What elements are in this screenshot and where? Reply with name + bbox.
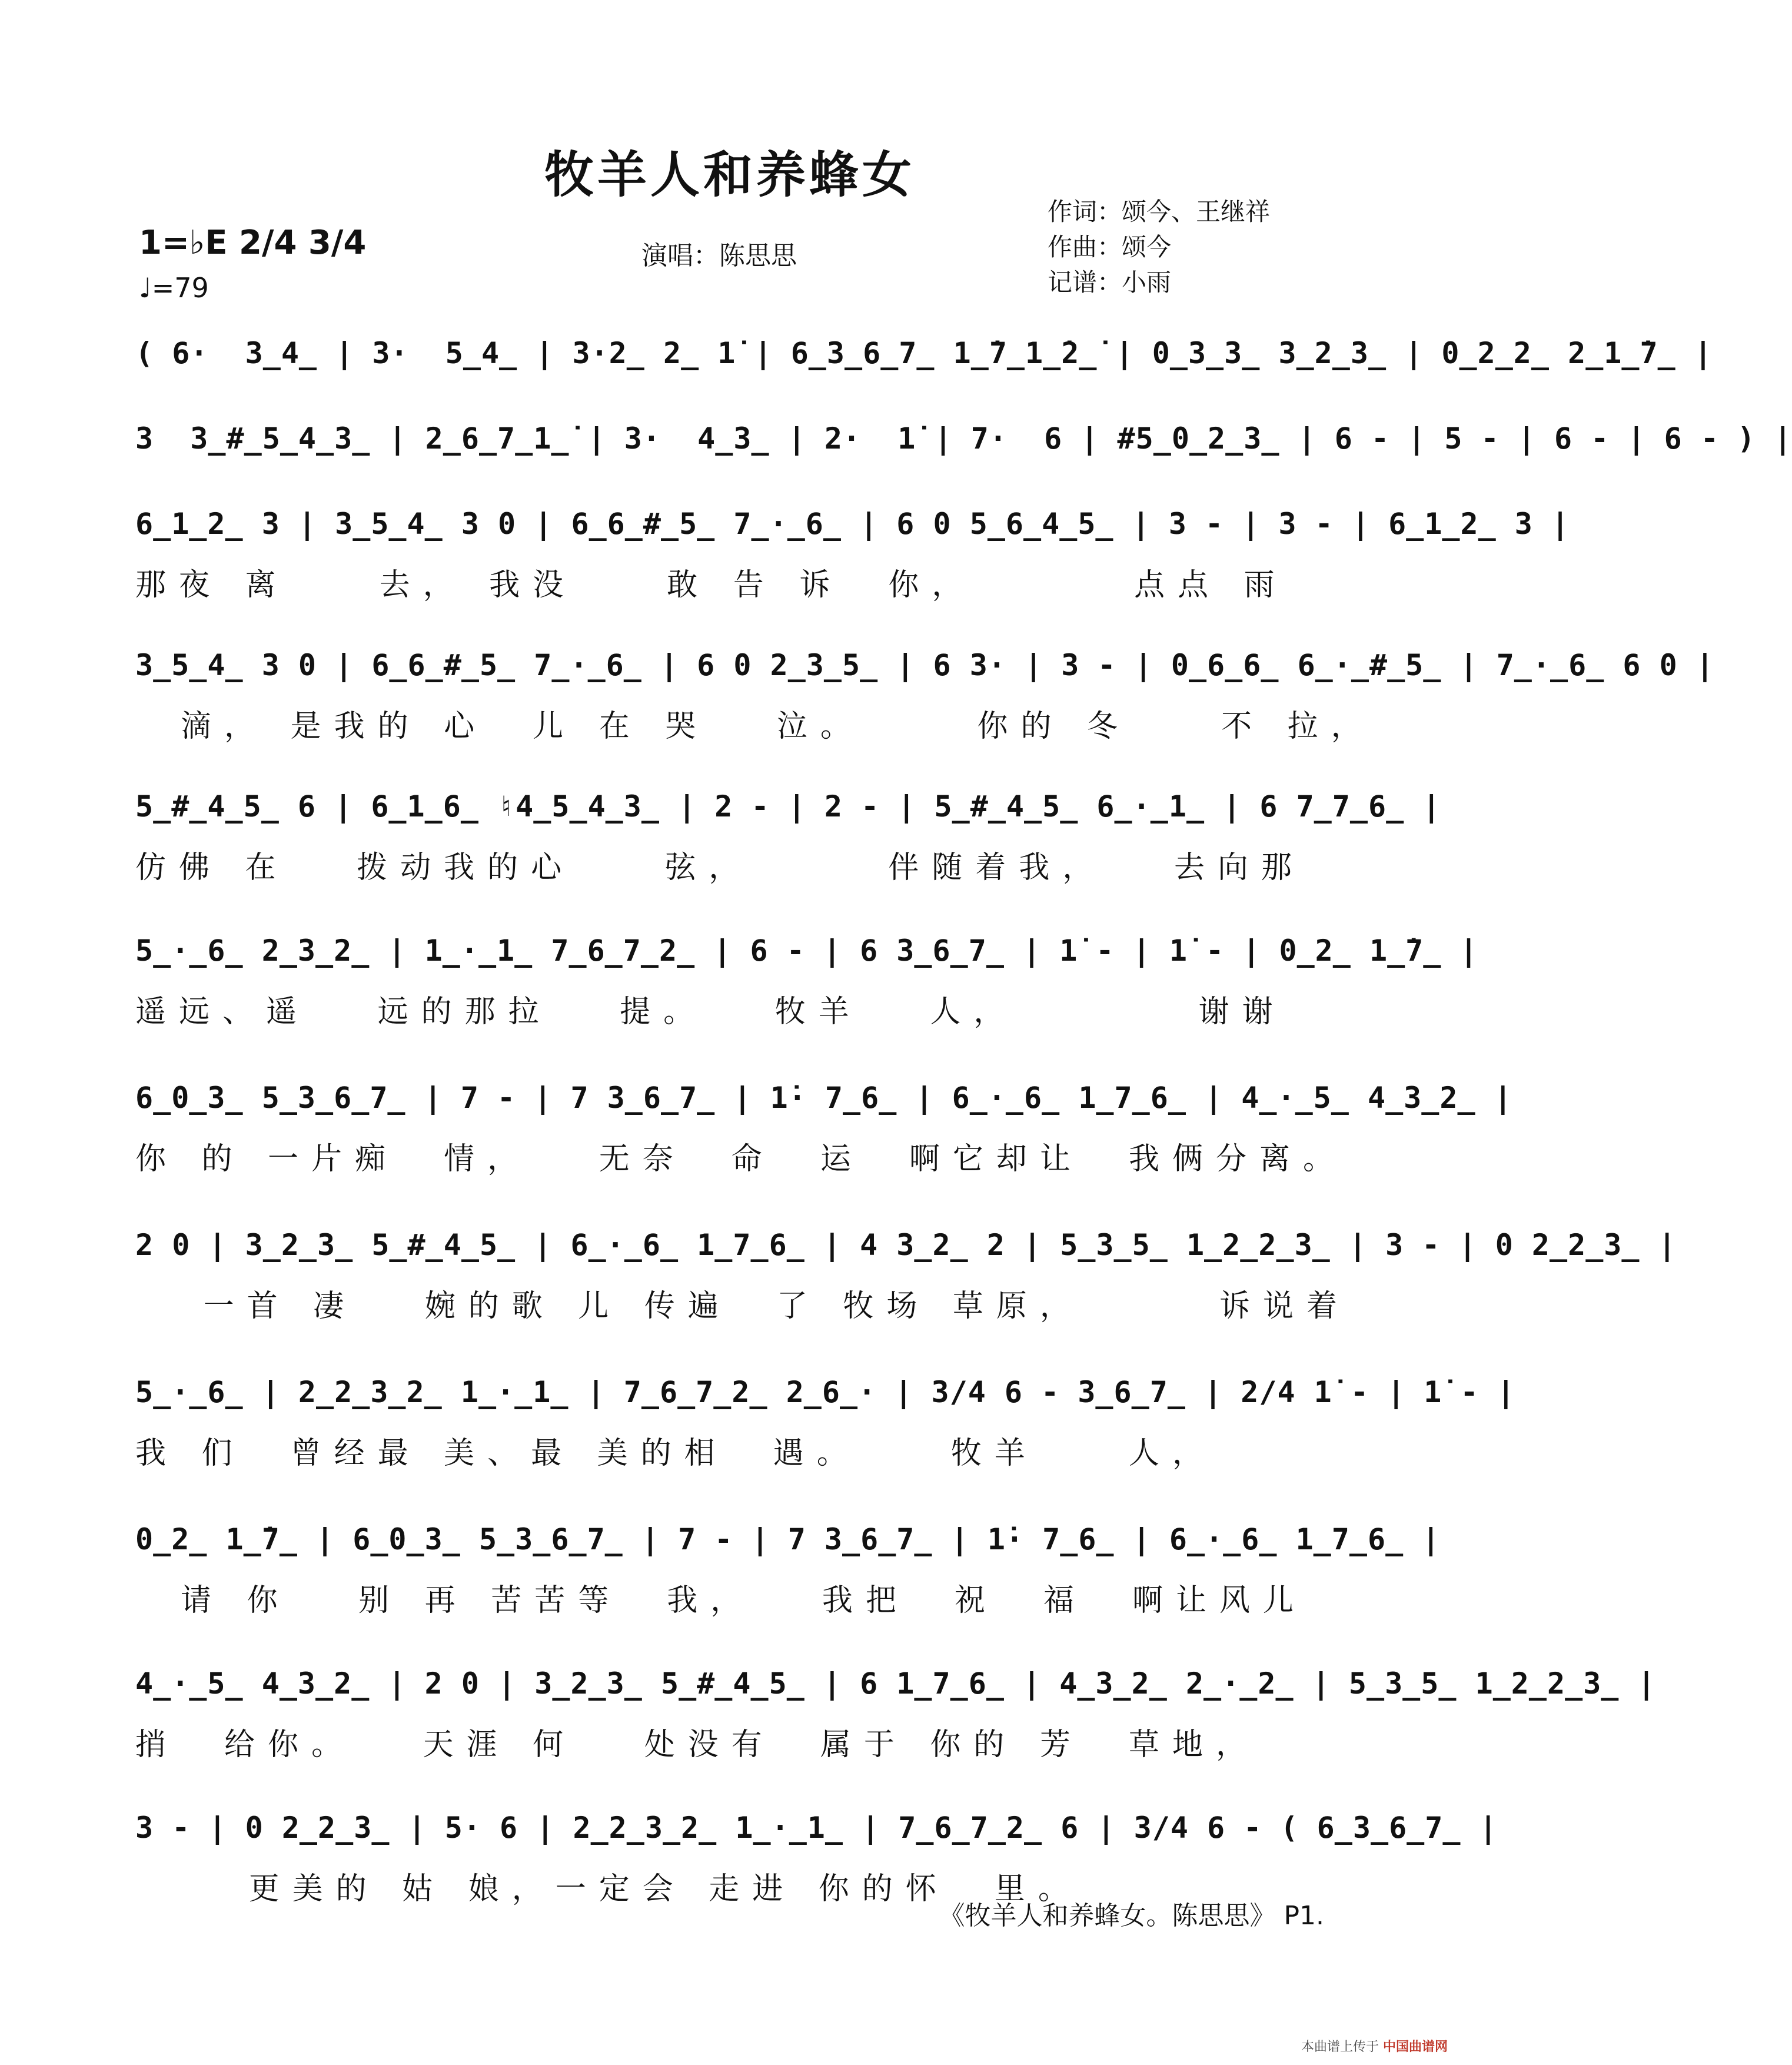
notation-line: 5̲·̲6̲ 2̲3̲2̲ | 1̲·̲1̲ 7̲6̲7̲2̲ | 6 - | 6 3̲6̲7̲ | 1̇ - | 1̇ - | 0̲2̲ 1̲̇7̲ |: [135, 934, 1478, 968]
lyricist-credit: 作词：颂今、王继祥: [1048, 197, 1271, 226]
lyrics-line: 你 的 一片痴 情， 无奈 命 运 啊它却让 我俩分离。: [135, 1141, 1347, 1177]
score-row-1: [135, 333, 1713, 376]
transcriber-credit: 记谱：小雨: [1048, 268, 1172, 297]
score-row-6: [135, 930, 1478, 1032]
lyrics-line: 滴， 是我的 心 儿 在 哭 泣。 你的 冬 不 拉，: [135, 709, 1375, 744]
notation-line: 5̲·̲6̲ | 2̲2̲3̲2̲ 1̲·̲1̲ | 7̲6̲7̲2̲ 2̲6̲· | 3/4 6 - 3̲6̲7̲ | 2/4 1̇ - | 1̇ - |: [135, 1375, 1515, 1409]
notation-line: 0̲2̲ 1̲̇7̲ | 6̲0̲3̲ 5̲3̲6̲7̲ | 7 - | 7 3̲6̲7̲ | 1̇· 7̲6̲ | 6̲·̲6̲ 1̲7̲6̲ |: [135, 1522, 1441, 1556]
lyrics-line: 那夜 离 去， 我没 敢 告 诉 你， 点点 雨: [135, 567, 1288, 603]
lyrics-line: 一首 凄 婉的歌 儿 传遍 了 牧场 草原， 诉说着: [135, 1289, 1351, 1324]
credits-block: [1048, 194, 1270, 300]
score-row-10: [135, 1519, 1441, 1621]
notation-line: 3 - | 0 2̲2̲3̲ | 5· 6 | 2̲2̲3̲2̲ 1̲·̲1̲ | 7̲6̲7̲2̲ 6 | 3/4 6 - ( 6̲3̲6̲7̲ |: [135, 1811, 1498, 1845]
lyrics-line: 捎 给你。 天涯 何 处没有 属于 你的 芳 草地，: [135, 1727, 1259, 1762]
notation-line: 5̲#̲4̲5̲ 6 | 6̲1̲6̲ ♮4̲5̲4̲3̲ | 2 - | 2 - | 5̲#̲4̲5̲ 6̲·̲1̲ | 6 7̲7̲6̲ |: [135, 789, 1441, 824]
score-row-3: [135, 503, 1570, 606]
lyrics-line: 仿佛 在 拨动我的心 弦， 伴随着我， 去向那: [135, 850, 1305, 885]
notation-line: 6̲0̲3̲ 5̲3̲6̲7̲ | 7 - | 7 3̲6̲7̲ | 1̇· 7̲6̲ | 6̲·̲6̲ 1̲7̲6̲ | 4̲·̲5̲ 4̲3̲2̲ |: [135, 1081, 1512, 1115]
page-footer: 《牧羊人和养蜂女。陈思思》 P1.: [939, 1901, 1324, 1931]
score-row-5: [135, 786, 1441, 888]
score-row-4: [135, 645, 1714, 747]
score-row-7: [135, 1077, 1512, 1180]
score-row-9: [135, 1372, 1515, 1474]
composer-credit: 作曲：颂今: [1048, 233, 1172, 261]
lyrics-line: 更美的 姑 娘，一定会 走进 你的怀 里。: [135, 1871, 1082, 1907]
notation-line: 2 0 | 3̲2̲3̲ 5̲#̲4̲5̲ | 6̲·̲6̲ 1̲7̲6̲ | 4 3̲2̲ 2 | 5̲3̲5̲ 1̲2̲2̲3̲ | 3 - | 0 2̲2̲3̲ |: [135, 1228, 1677, 1262]
notation-line: 3 3̲#̲5̲4̲3̲ | 2̲6̲7̲1̲̇ | 3· 4̲3̲ | 2· 1̇ | 7· 6 | #5̲0̲2̲3̲ | 6 - | 5 - | 6 - | 6 - ) |: [135, 421, 1792, 456]
page-title: 牧羊人和养蜂女: [544, 145, 915, 204]
notation-line: 6̲1̲2̲ 3 | 3̲5̲4̲ 3 0 | 6̲6̲#̲5̲ 7̲·̲6̲ | 6 0 5̲6̲4̲5̲ | 3 - | 3 - | 6̲1̲2̲ 3 |: [135, 507, 1570, 541]
lyrics-line: 请 你 别 再 苦苦等 我， 我把 祝 福 啊让风儿: [135, 1583, 1307, 1618]
key-signature: 1=♭E 2/4 3/4: [139, 224, 367, 262]
notation-line: 3̲5̲4̲ 3 0 | 6̲6̲#̲5̲ 7̲·̲6̲ | 6 0 2̲3̲5̲ | 6 3· | 3 - | 0̲6̲6̲ 6̲·̲#̲5̲ | 7̲·̲6̲ 6 0 |: [135, 648, 1714, 682]
notation-line: ( 6· 3̲4̲ | 3· 5̲4̲ | 3·2̲ 2̲ 1̇ | 6̲3̲6̲7̲ 1̲̇7̲1̲̇2̲̇ | 0̲3̲3̲ 3̲2̲3̲ | 0̲2̲2̲ 2̲1̲̇7̲ |: [135, 336, 1713, 370]
watermark-brand: 中国曲谱网: [1382, 2040, 1448, 2054]
score-row-8: [135, 1224, 1677, 1327]
lyrics-line: 我 们 曾经最 美、最 美的相 遇。 牧羊 人，: [135, 1436, 1216, 1471]
singer-credit: 演唱：陈思思: [641, 241, 797, 271]
score-row-2: [135, 418, 1792, 462]
lyrics-line: 遥远、遥 远的那拉 提。 牧羊 人， 谢谢: [135, 994, 1286, 1030]
watermark: 本曲谱上传于 中国曲谱网: [1301, 2040, 1448, 2054]
score-row-11: [135, 1663, 1656, 1765]
notation-line: 4̲·̲5̲ 4̲3̲2̲ | 2 0 | 3̲2̲3̲ 5̲#̲4̲5̲ | 6 1̲7̲6̲ | 4̲3̲2̲ 2̲·̲2̲ | 5̲3̲5̲ 1̲2̲2̲3̲ |: [135, 1666, 1656, 1701]
tempo-marking: ♩=79: [139, 272, 209, 304]
